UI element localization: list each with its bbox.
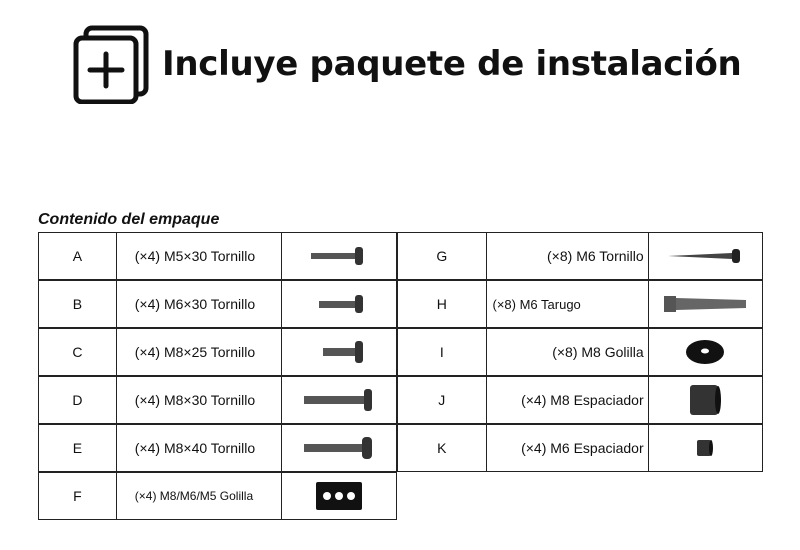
part-description: (×8) M8 Golilla — [487, 329, 649, 375]
part-description: (×8) M6 Tarugo — [487, 281, 649, 327]
table-row — [38, 472, 397, 520]
table-row — [38, 232, 397, 280]
part-description: (×4) M6 Espaciador — [487, 425, 649, 471]
wall-plug-icon — [649, 281, 762, 327]
part-description: (×8) M6 Tornillo — [487, 233, 649, 279]
part-description: (×4) M8×25 Tornillo — [117, 329, 283, 375]
part-letter: G — [398, 233, 487, 279]
part-letter: B — [39, 281, 117, 327]
part-letter: J — [398, 377, 487, 423]
page-title: Incluye paquete de instalación — [162, 44, 742, 84]
washer-icon — [649, 329, 762, 375]
table-row — [38, 424, 397, 472]
part-letter: H — [398, 281, 487, 327]
washer-plate-icon — [282, 473, 396, 519]
part-letter: K — [398, 425, 487, 471]
wood-screw-icon — [649, 233, 762, 279]
part-letter: E — [39, 425, 117, 471]
table-row — [38, 280, 397, 328]
machine-screw-icon — [282, 281, 396, 327]
machine-screw-icon — [282, 329, 396, 375]
table-row — [397, 424, 763, 472]
table-row — [397, 376, 763, 424]
table-row — [397, 232, 763, 280]
table-row — [38, 376, 397, 424]
machine-screw-icon — [282, 377, 396, 423]
machine-screw-icon — [282, 425, 396, 471]
part-letter: C — [39, 329, 117, 375]
part-description: (×4) M5×30 Tornillo — [117, 233, 283, 279]
part-letter: F — [39, 473, 117, 519]
machine-screw-icon — [282, 233, 396, 279]
section-title: Contenido del empaque — [38, 211, 220, 228]
large-spacer-icon — [649, 377, 762, 423]
part-description: (×4) M8/M6/M5 Golilla — [117, 473, 283, 519]
part-description: (×4) M6×30 Tornillo — [117, 281, 283, 327]
small-spacer-icon — [649, 425, 762, 471]
table-row — [38, 328, 397, 376]
table-row — [397, 280, 763, 328]
part-description: (×4) M8 Espaciador — [487, 377, 649, 423]
part-letter: D — [39, 377, 117, 423]
part-letter: I — [398, 329, 487, 375]
part-letter: A — [39, 233, 117, 279]
part-description: (×4) M8×30 Tornillo — [117, 377, 283, 423]
part-description: (×4) M8×40 Tornillo — [117, 425, 283, 471]
table-row — [397, 328, 763, 376]
page-header — [72, 24, 741, 104]
add-copy-icon — [72, 24, 152, 104]
